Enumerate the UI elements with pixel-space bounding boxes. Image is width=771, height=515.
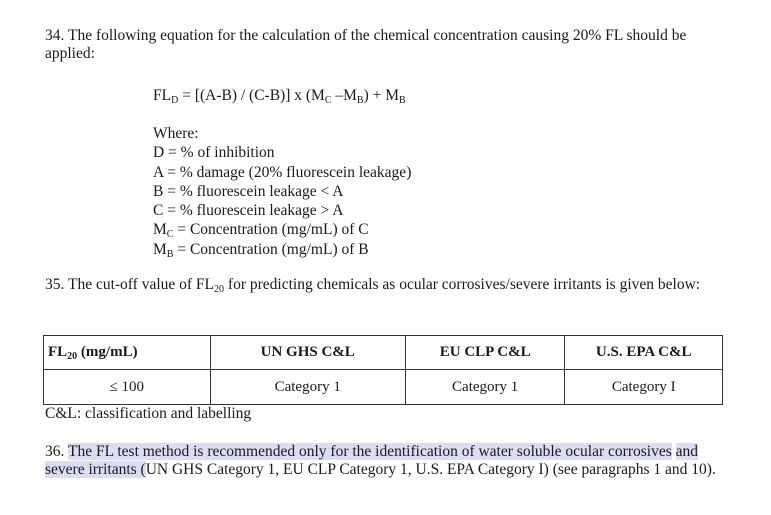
definition-d: D = % of inhibition [153, 144, 275, 162]
definition-a: A = % damage (20% fluorescein leakage) [153, 163, 412, 181]
fl-formula: $FL_D = [(A-B) / (C-B)]$ x ($M_C$ $-M_B) + M_B$ [153, 87, 406, 106]
definition-c: C = % fluorescein leakage > A [153, 202, 344, 220]
definition-b: B = % fluorescein leakage < A [153, 182, 344, 200]
cutoff-table [43, 335, 723, 405]
definition-mc: $M_C$ = Concentration (mg/mL) of C [153, 221, 369, 241]
selected-text-2[interactable]: and severe irritants ( [45, 443, 699, 478]
cell-fl20-value: ≤ 100 [44, 370, 211, 405]
where-heading: Where: [153, 125, 199, 142]
paragraph-36: 36. The FL test method is recommended only for the identification of water soluble ocular corrosives and severe irritants (UN GHS Category 1, EU CLP Category 1, U.S. EPA Category I) (see paragraphs 1 and 10). [45, 443, 716, 478]
table-header-row [44, 336, 723, 370]
header-un-ghs: UN GHS C&L [210, 336, 405, 370]
paragraph-34: 34. The following equation for the calculation of the chemical concentration causing 20% FL should be applied: [45, 27, 687, 62]
header-us-epa: U.S. EPA C&L [565, 336, 723, 370]
header-fl20: $FL_{20}$ (mg/mL) [44, 336, 211, 370]
definition-mb: $M_B$ = Concentration (mg/mL) of B [153, 240, 369, 260]
cell-un-ghs: Category 1 [210, 370, 405, 405]
cell-us-epa: Category I [565, 370, 723, 405]
table-footnote: C&L: classification and labelling [45, 405, 252, 422]
header-eu-clp: EU CLP C&L [405, 336, 565, 370]
selected-text-1[interactable]: The FL test method is recommended only for the identification of water soluble ocular corrosives [67, 443, 672, 460]
where-definitions [153, 124, 411, 259]
table-row [44, 370, 723, 405]
cell-eu-clp: Category 1 [405, 370, 565, 405]
paragraph-35: 35. The cut-off value of $FL_{20}$ for predicting chemicals as ocular corrosives/severe irritants is given below: [45, 276, 701, 295]
